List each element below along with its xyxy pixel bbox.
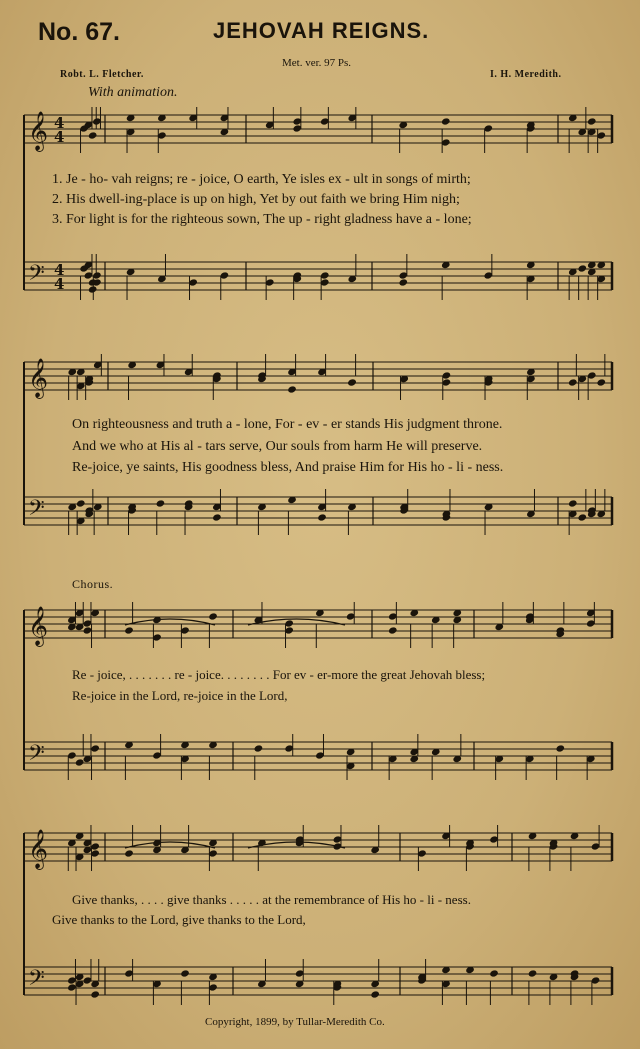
bass-clef-icon: 𝄢 bbox=[28, 496, 45, 526]
chorus-line-1-response: Re-joice in the Lord, re-joice in the Lord, bbox=[72, 688, 288, 703]
note-head bbox=[287, 385, 297, 393]
meter-label: Met. ver. 97 Ps. bbox=[282, 57, 352, 69]
time-signature-top: 4 bbox=[54, 261, 65, 279]
note-head bbox=[90, 990, 100, 998]
verse-2-line-2: And we who at His al - tars serve, Our souls from harm He will preserve. bbox=[72, 439, 483, 454]
note-head bbox=[528, 969, 538, 977]
bass-clef-icon: 𝄢 bbox=[28, 966, 45, 996]
verse-3-line-2: Re-joice, ye saints, His goodness bless, And praise Him for His ho - li - ness. bbox=[72, 460, 504, 475]
time-signature-top: 4 bbox=[54, 114, 65, 132]
treble-clef-icon: 𝄞 bbox=[28, 358, 49, 398]
author-credit: Robt. L. Fletcher. bbox=[60, 69, 144, 80]
note-head bbox=[180, 969, 190, 977]
note-head bbox=[156, 499, 166, 507]
note-head bbox=[75, 758, 85, 766]
note-head bbox=[88, 285, 98, 293]
tempo-marking: With animation. bbox=[88, 85, 178, 100]
note-head bbox=[317, 513, 327, 521]
note-head bbox=[208, 612, 218, 620]
note-head bbox=[347, 378, 357, 386]
note-head bbox=[254, 744, 264, 752]
treble-clef-icon: 𝄞 bbox=[28, 606, 49, 646]
note-head bbox=[587, 117, 597, 125]
note-head bbox=[90, 744, 100, 752]
note-head bbox=[370, 990, 380, 998]
verse-text: Je - ho- vah reigns; re - joice, O earth, Ye isles ex - ult in songs of mirth; bbox=[66, 172, 471, 187]
note-head bbox=[388, 626, 398, 634]
treble-clef-icon: 𝄞 bbox=[28, 829, 49, 869]
chorus-label: Chorus. bbox=[72, 577, 114, 591]
verse-number: 3. bbox=[52, 212, 63, 227]
verse-number: 2. bbox=[52, 192, 63, 207]
note-head bbox=[596, 378, 606, 386]
chorus-line-1-melody: Re - joice, . . . . . . . re - joice. . . . . . . . For ev - er-more the great Jehovah bless; bbox=[72, 667, 486, 682]
note-head bbox=[489, 969, 499, 977]
time-signature-bottom: 4 bbox=[54, 275, 65, 293]
verse-1-line-2: On righteousness and truth a - lone, For - ev - er stands His judgment throne. bbox=[72, 417, 503, 432]
hymn-title: JEHOVAH REIGNS. bbox=[213, 18, 430, 43]
note-head bbox=[67, 983, 77, 991]
bass-clef-icon: 𝄢 bbox=[28, 261, 45, 291]
note-head bbox=[124, 849, 134, 857]
note-head bbox=[568, 499, 578, 507]
verse-number: 1. bbox=[52, 172, 63, 187]
note-head bbox=[568, 378, 578, 386]
note-head bbox=[577, 264, 587, 272]
composer-credit: I. H. Meredith. bbox=[490, 69, 562, 80]
note-head bbox=[398, 278, 408, 286]
note-head bbox=[577, 513, 587, 521]
note-head bbox=[124, 626, 134, 634]
note-head bbox=[212, 513, 222, 521]
note-head bbox=[88, 131, 98, 139]
bass-clef-icon: 𝄢 bbox=[28, 741, 45, 771]
note-head bbox=[555, 744, 565, 752]
note-head bbox=[76, 499, 86, 507]
verse-text: His dwell-ing-place is up on high, Yet by out faith we bring Him nigh; bbox=[66, 192, 460, 207]
treble-clef-icon: 𝄞 bbox=[28, 111, 49, 151]
time-signature-bottom: 4 bbox=[54, 128, 65, 146]
copyright-notice: Copyright, 1899, by Tullar-Meredith Co. bbox=[205, 1016, 385, 1028]
verse-text: For light is for the righteous sown, The up - right gladness have a - lone; bbox=[66, 212, 472, 227]
note-head bbox=[441, 117, 451, 125]
hymn-number: No. 67. bbox=[38, 18, 120, 46]
note-head bbox=[83, 626, 93, 634]
chorus-line-2-response: Give thanks to the Lord, give thanks to the Lord, bbox=[52, 912, 306, 927]
chorus-line-2-melody: Give thanks, . . . . give thanks . . . . . at the remembrance of His ho - li - ness. bbox=[72, 892, 471, 907]
